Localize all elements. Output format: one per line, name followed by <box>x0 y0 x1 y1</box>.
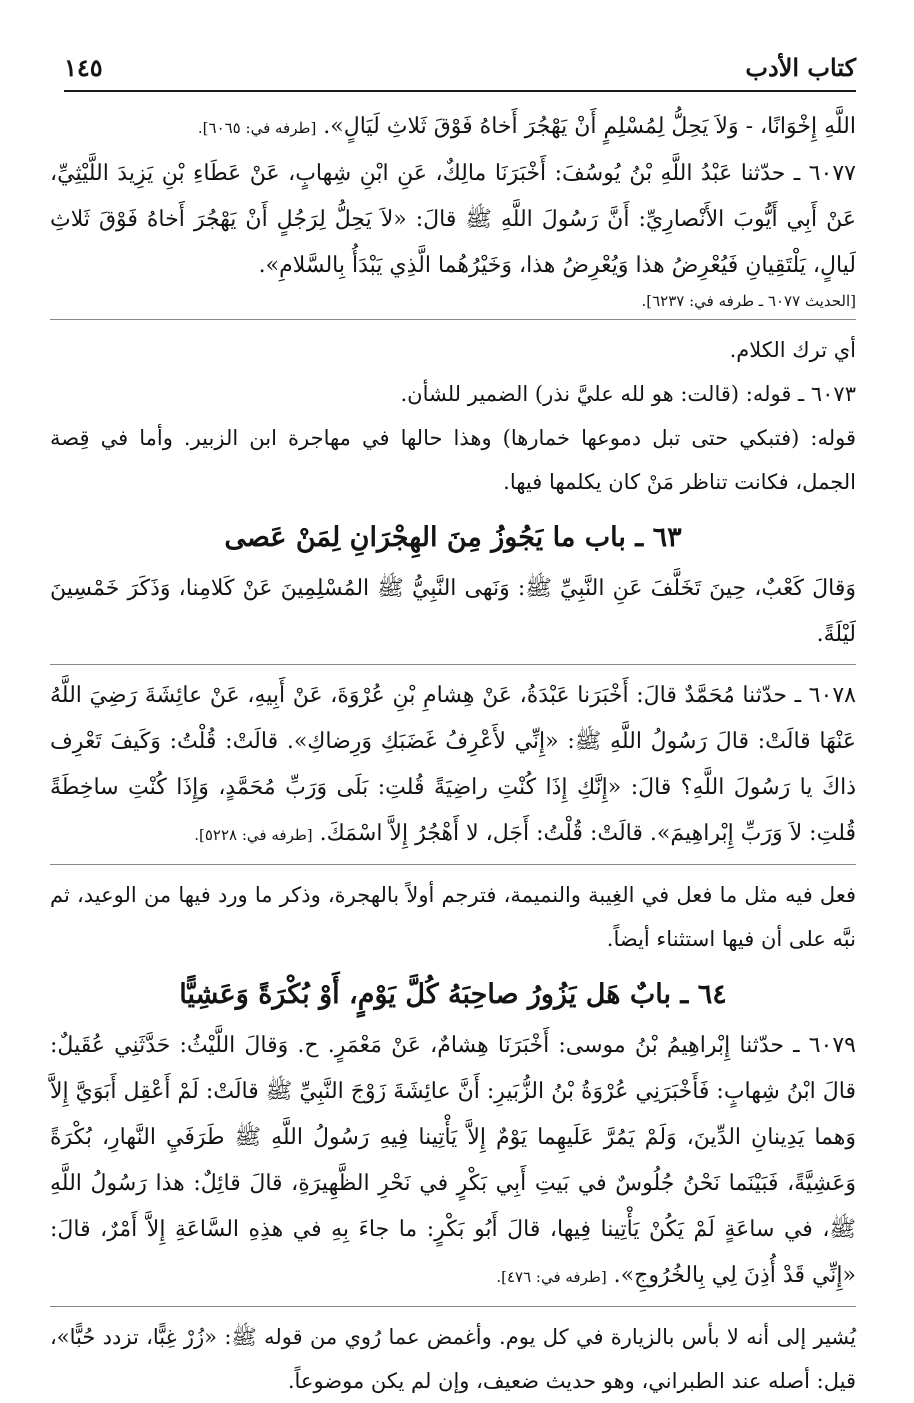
hadith-6079 <box>50 1023 856 1300</box>
hadith-text: ٦٠٧٨ ـ حدّثنا مُحَمَّدٌ قالَ: أَخْبَرَنا عَبْدَةُ، عَنْ هِشامِ بْنِ عُرْوَةَ، عَنْ أَبِيهِ، عَنْ عائِشَةَ رَضِيَ اللَّهُ عَنْهَا قالَتْ: قالَ رَسُولُ اللَّهِ ﷺ: «إِنِّي لأَعْرِفُ غَضَبَكِ وَرِضاكِ». قالَتْ: قُلْتُ: وَكَيفَ تَعْرِف ذاكَ يا رَسُولَ اللَّهِ؟ قالَ: «إِنَّكِ إِذَا كُنْتِ راضِيَةً قُلتِ: بَلَى وَرَبِّ مُحَمَّدٍ، وَإِذَا كُنْتِ ساخِطَةً قُلتِ: لاَ وَرَبِّ إِبْراهِيمَ». قالَتْ: قُلْتُ: أَجَل، لا أَهْجُرُ إِلاَّ اسْمَكَ. <box>50 683 856 846</box>
hadith-6077 <box>50 151 856 289</box>
chapter-title: كتاب الأدب <box>745 53 856 82</box>
section-divider <box>50 319 856 320</box>
hadith-text: اللَّهِ إِخْوَانًا، - وَلاَ يَحِلُّ لِمُسْلِمٍ أَنْ يَهْجُرَ أَخاهُ فَوْقَ ثَلاثِ لَيَالٍ». <box>316 114 856 139</box>
hadith-text: ٦٠٧٧ ـ حدّثنا عَبْدُ اللَّهِ بْنُ يُوسُفَ: أَخْبَرَنَا مالِكٌ، عَنِ ابْنِ شِهابٍ، عَنْ عَطَاءِ بْنِ يَزِيدَ اللَّيْثِيِّ، عَنْ أَبِي أَيُّوبَ الأَنْصارِيِّ: أَنَّ رَسُولَ اللَّهِ ﷺ قالَ: «لاَ يَحِلُّ لِرَجُلٍ أَنْ يَهْجُرَ أَخاهُ فَوْقَ ثَلاثِ لَيالٍ، يَلْتَقِيانِ فَيُعْرِضُ هذا وَيُعْرِضُ هذا، وَخَيْرُهُما الَّذِي يَبْدَأُ بِالسَّلامِ». <box>50 161 856 278</box>
chapter-heading-64: ٦٤ ـ بابٌ هَل يَزُورُ صاحِبَهُ كُلَّ يَوْمٍ، أَوْ بُكْرَةً وَعَشِيًّا <box>179 979 727 1010</box>
cross-reference: [طرفه في: ٥٢٢٨]. <box>194 826 313 844</box>
cross-reference: [الحديث ٦٠٧٧ ـ طرفه في: ٦٢٣٧]. <box>641 292 856 310</box>
section-divider <box>50 664 856 665</box>
section-divider <box>50 864 856 865</box>
page-content <box>50 104 856 1403</box>
hadith-intro-kaab: وَقالَ كَعْبٌ، حِينَ تَخَلَّفَ عَنِ النَّبِيِّ ﷺ: وَنَهى النَّبِيُّ ﷺ المُسْلِمِينَ عَنْ كَلامِنا، وَذَكَرَ خَمْسِينَ لَيْلَةً. <box>50 576 856 647</box>
hadith-paragraph-1 <box>50 104 856 151</box>
chapter-heading-63: ٦٣ ـ باب ما يَجُوزُ مِنَ الهِجْرَانِ لِمَنْ عَصى <box>224 522 682 553</box>
commentary-1: أي ترك الكلام. <box>729 338 856 362</box>
commentary-4: فعل فيه مثل ما فعل في الغِيبة والنميمة، فترجم أولاً بالهجرة، وذكر ما ورد فيها من الوعيد، ثم نبَّه على أن فيها استثناء أيضاً. <box>50 883 856 951</box>
commentary-3: قوله: (فتبكي حتى تبل دموعها خمارها) وهذا حالها في مهاجرة ابن الزبير. وأما في قِصة الجمل، فكانت تناظر مَنْ كان يكلمها فيها. <box>50 426 856 494</box>
cross-reference: [طرفه في: ٦٠٦٥]. <box>197 119 317 137</box>
hadith-6078 <box>50 673 856 858</box>
hadith-text: ٦٠٧٩ ـ حدّثنا إِبْراهِيمُ بْنُ موسى: أَخْبَرَنَا هِشامٌ، عَنْ مَعْمَرٍ. ح. وَقالَ اللَّيْثُ: حَدَّثَنِي عُقَيلٌ: قالَ ابْنُ شِهابٍ: فَأَخْبَرَنِي عُرْوَةُ بْنُ الزُّبَيرِ: أَنَّ عائِشَةَ زَوْجَ النَّبِيِّ ﷺ قالَتْ: لَمْ أَعْقِل أَبَوَيَّ إِلاَّ وَهما يَدِينانِ الدِّينَ، وَلَمْ يَمُرَّ عَلَيهِما يَوْمٌ إِلاَّ يَأْتِينا فِيهِ رَسُولُ اللَّهِ ﷺ طَرَفَيِ النَّهارِ، بُكْرَةً وَعَشِيَّةً، فَبَيْنَما نَحْنُ جُلُوسٌ في بَيتِ أَبِي بَكْرٍ في نَحْرِ الظَّهِيرَةِ، قالَ قائِلٌ: هذا رَسُولُ اللَّهِ ﷺ، في ساعَةٍ لَمْ يَكُنْ يَأْتِينا فِيها، قالَ أَبُو بَكْرٍ: ما جاءَ بِهِ في هذِهِ السَّاعَةِ إِلاَّ أَمْرٌ، قالَ: «إِنِّي قَدْ أُذِنَ لِي بِالخُرُوجِ». <box>50 1033 856 1288</box>
cross-reference: [طرفه في: ٤٧٦]. <box>496 1268 607 1286</box>
commentary-5: يُشير إلى أنه لا بأس بالزيارة في كل يوم. وأغمض عما رُوي من قوله ﷺ: «زُرْ غِبًّا، تزدد حُبًّا»، قيل: أصله عند الطبراني، وهو حديث ضعيف، وإن لم يكن موضوعاً. <box>50 1325 856 1393</box>
page-header <box>64 44 856 92</box>
commentary-2: ٦٠٧٣ ـ قوله: (قالت: هو لله عليَّ نذر) الضمير للشأن. <box>400 382 856 406</box>
section-divider <box>50 1306 856 1307</box>
page-number: ١٤٥ <box>64 53 103 82</box>
